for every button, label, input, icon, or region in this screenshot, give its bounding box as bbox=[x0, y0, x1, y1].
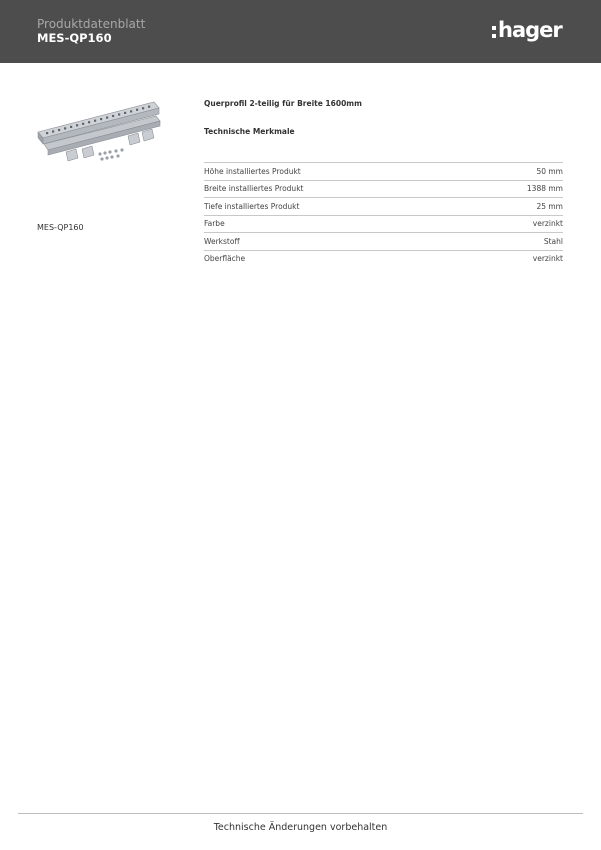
document-id: MES-QP160 bbox=[37, 31, 112, 45]
footer-disclaimer: Technische Änderungen vorbehalten bbox=[213, 822, 388, 833]
spec-value: Stahl bbox=[467, 233, 563, 251]
document-type: Produktdatenblatt bbox=[37, 17, 146, 31]
logo-dots-icon bbox=[492, 26, 496, 38]
spec-label: Breite installiertes Produkt bbox=[204, 180, 467, 198]
spec-value: 25 mm bbox=[467, 198, 563, 216]
table-row bbox=[204, 233, 563, 251]
logo-text: hager bbox=[498, 17, 562, 42]
header-bar bbox=[0, 0, 601, 63]
spec-value: 50 mm bbox=[467, 163, 563, 181]
table-row bbox=[204, 198, 563, 216]
spec-table bbox=[204, 162, 563, 267]
table-row bbox=[204, 215, 563, 233]
spec-value: verzinkt bbox=[467, 215, 563, 233]
product-image bbox=[36, 94, 161, 169]
spec-value: verzinkt bbox=[467, 250, 563, 267]
hager-logo bbox=[492, 17, 562, 43]
spec-label: Werkstoff bbox=[204, 233, 467, 251]
spec-label: Tiefe installiertes Produkt bbox=[204, 198, 467, 216]
spec-label: Höhe installiertes Produkt bbox=[204, 163, 467, 181]
table-row bbox=[204, 250, 563, 267]
table-row bbox=[204, 180, 563, 198]
footer-divider bbox=[18, 813, 583, 814]
spec-value: 1388 mm bbox=[467, 180, 563, 198]
spec-label: Farbe bbox=[204, 215, 467, 233]
product-caption: MES-QP160 bbox=[37, 223, 84, 232]
spec-label: Oberfläche bbox=[204, 250, 467, 267]
section-title: Technische Merkmale bbox=[204, 127, 295, 136]
table-row bbox=[204, 163, 563, 181]
product-title: Querprofil 2-teilig für Breite 1600mm bbox=[204, 99, 362, 108]
